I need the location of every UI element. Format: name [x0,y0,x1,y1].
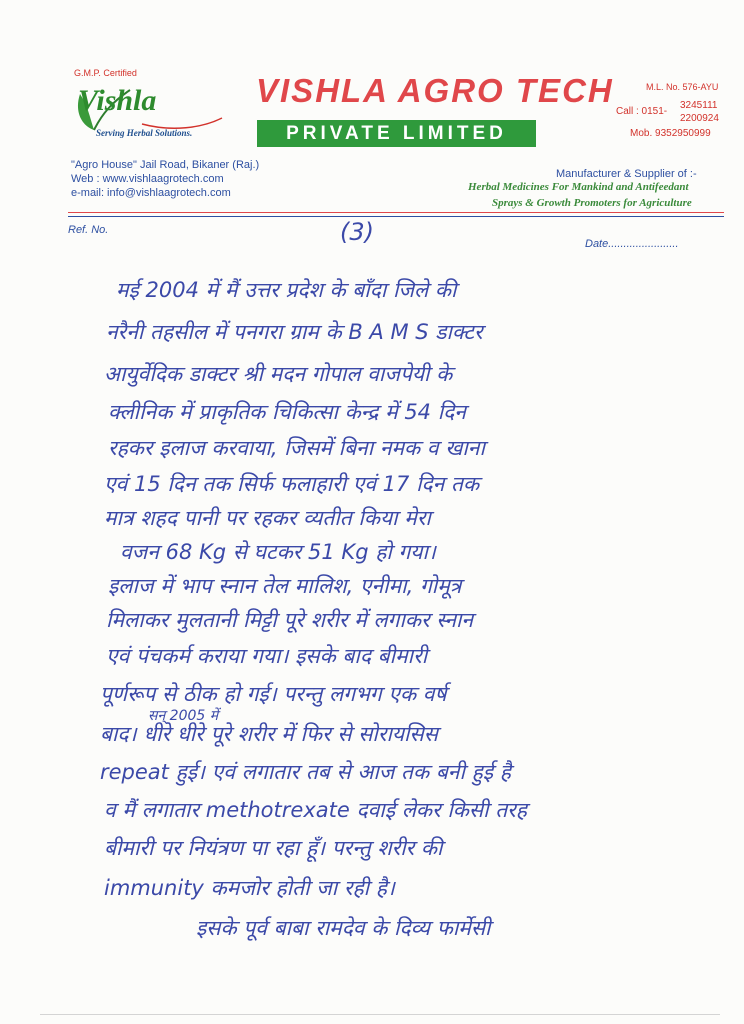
email-line: e-mail: info@vishlaagrotech.com [71,187,231,199]
contact-block [71,158,259,200]
date-label: Date....................... [585,238,679,250]
logo-tagline: Serving Herbal Solutions. [96,128,193,138]
call-number-2: 2200924 [680,113,719,124]
letter-line: इसके पूर्व बाबा रामदेव के दिव्य फार्मेसी [196,916,491,940]
letter-line: रहकर इलाज करवाया, जिसमें बिना नमक व खाना [108,436,485,460]
letter-line: नरैनी तहसील में पनगरा ग्राम के B A M S डाक्टर [106,320,483,344]
mobile-number: Mob. 9352950999 [630,128,711,139]
products-line-1: Herbal Medicines For Mankind and Antifeedant [468,181,689,193]
page-number: (3) [340,218,374,246]
letter-line: इलाज में भाप स्नान तेल मालिश, एनीमा, गोमूत्र [108,574,462,598]
gmp-certified-label: G.M.P. Certified [74,68,137,78]
letter-line: बीमारी पर नियंत्रण पा रहा हूँ। परन्तु शरीर की [104,836,443,860]
call-number-1: 3245111 [680,100,718,111]
letter-line: वजन 68 Kg से घटकर 51 Kg हो गया। [120,540,436,564]
letter-line: एवं पंचकर्म कराया गया। इसके बाद बीमारी [106,644,428,668]
logo-wordmark: Vishla [78,84,157,117]
page-edge-line [40,1014,720,1015]
letter-line: क्लीनिक में प्राकृतिक चिकित्सा केन्द्र में 54 दिन [108,400,466,424]
manufacturer-label: Manufacturer & Supplier of :- [556,168,697,180]
letter-line: मात्र शहद पानी पर रहकर व्यतीत किया मेरा [104,506,431,530]
address-line: "Agro House" Jail Road, Bikaner (Raj.) [71,159,260,171]
web-line: Web : www.vishlaagrotech.com [71,173,224,185]
letter-line: मई 2004 में मैं उत्तर प्रदेश के बाँदा जिले की [116,278,457,302]
letter-line: मिलाकर मुलतानी मिट्टी पूरे शरीर में लगाकर स्नान [106,608,474,632]
ml-number: M.L. No. 576-AYU [646,82,719,92]
header-divider-blue [68,216,724,217]
letter-line: आयुर्वेदिक डाक्टर श्री मदन गोपाल वाजपेयी के [104,362,453,386]
call-label: Call : 0151- [616,106,668,117]
vishla-logo [72,84,232,144]
company-type-banner: PRIVATE LIMITED [257,120,536,147]
letter-line: एवं 15 दिन तक सिर्फ फलाहारी एवं 17 दिन तक [104,472,480,496]
products-line-2: Sprays & Growth Promoters for Agriculture [492,197,692,209]
letter-line: बाद। धीरे धीरे पूरे शरीर में फिर से सोरायसिस [100,722,438,746]
company-name: VISHLA AGRO TECH [256,72,614,109]
letter-line: immunity कमजोर होती जा रही है। [104,876,395,900]
letter-line: पूर्णरूप से ठीक हो गई। परन्तु लगभग एक वर्ष [100,682,447,706]
ref-no-label: Ref. No. [68,224,109,236]
letter-line: repeat हुई। एवं लगातार तब से आज तक बनी हुई है [100,760,511,784]
margin-note: सन् 2005 में [148,708,219,724]
header-divider-red [68,212,724,213]
letter-line: व मैं लगातार methotrexate दवाई लेकर किसी तरह [104,798,527,822]
